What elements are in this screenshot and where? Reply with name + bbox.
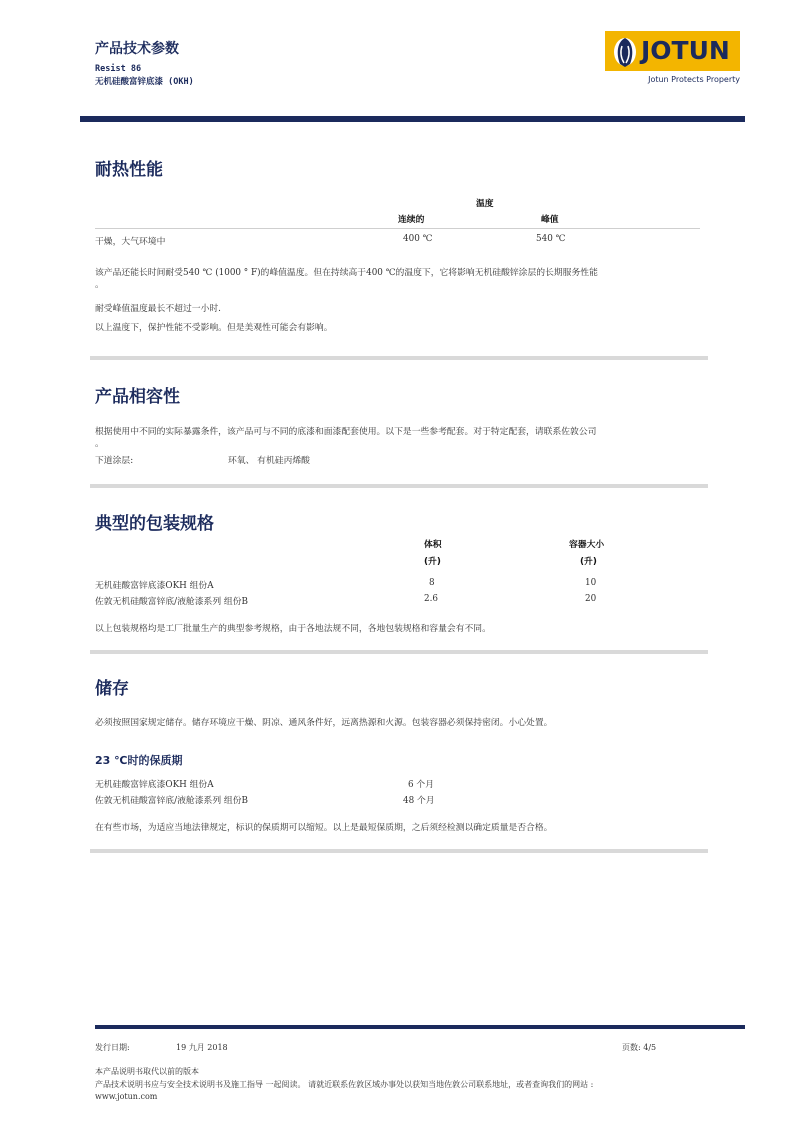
compat-paragraph: 根据使用中不同的实际暴露条件，该产品可与不同的底漆和面漆配套使用。以下是一些参考配套。对于特定配套，请联系佐敦公司 [95, 427, 597, 437]
container-size-header: 容器大小 [569, 540, 605, 550]
product-name-cn: 无机硅酸富锌底漆 (OKH) [95, 77, 194, 87]
table-cell-size: 20 [585, 594, 597, 604]
section-separator [90, 484, 708, 488]
shelf-life-heading: 23 ℃时的保质期 [95, 754, 183, 767]
storage-note: 在有些市场，为适应当地法律规定，标识的保质期可以缩短。以上是最短保质期，之后须经检测以确定质量是否合格。 [95, 823, 553, 833]
subsequent-coat-value: 环氧、 有机硅丙烯酸 [228, 456, 310, 466]
section-separator [90, 356, 708, 360]
issue-date-label: 发行日期: [95, 1043, 130, 1052]
heat-paragraph-2: 耐受峰值温度最长不超过一小时. [95, 304, 221, 314]
volume-header: 体积 [424, 540, 442, 550]
storage-paragraph: 必须按照国家规定储存。储存环境应干燥、阴凉、通风条件好，远离热源和火源。包装容器必须保持密闭。小心处置。 [95, 718, 553, 728]
list-item: 无机硅酸富锌底漆OKH 组份A [95, 780, 214, 790]
table-cell-volume: 2.6 [424, 594, 438, 604]
document-title: 产品技术参数 [95, 41, 179, 57]
page-number: 页数: 4/5 [622, 1043, 657, 1052]
table-row: 佐敦无机硅酸富锌底/液舱漆系列 组份B [95, 597, 248, 607]
jotun-logo [605, 31, 740, 87]
table-cell-volume: 8 [429, 578, 435, 588]
heat-paragraph-1: 该产品还能长时间耐受540 ℃ (1000 ° F)的峰值温度。但在持续高于400 ℃的温度下，它将影响无机硅酸锌涂层的长期服务性能 [95, 268, 598, 278]
table-row: 无机硅酸富锌底漆OKH 组份A [95, 581, 214, 591]
heat-peak-value: 540 ℃ [536, 234, 566, 244]
logo-box [605, 31, 740, 71]
shelf-life-value: 48 个月 [403, 796, 435, 806]
storage-heading: 储存 [95, 679, 129, 699]
list-item: 佐敦无机硅酸富锌底/液舱漆系列 组份B [95, 796, 248, 806]
heat-row-label: 干燥，大气环境中 [95, 237, 166, 247]
packaging-heading: 典型的包装规格 [95, 514, 214, 534]
brand-tagline: Jotun Protects Property [648, 75, 740, 84]
heat-paragraph-1-end: 。 [95, 280, 104, 290]
table-rule [95, 228, 700, 229]
header-divider [80, 116, 745, 122]
shelf-life-value: 6 个月 [408, 780, 434, 790]
footer-line-1: 本产品说明书取代以前的版本 [95, 1067, 199, 1076]
packaging-note: 以上包装规格均是工厂批量生产的典型参考规格，由于各地法规不同，各地包装规格和容量会有不同。 [95, 624, 491, 634]
heat-heading: 耐热性能 [95, 160, 163, 180]
section-separator [90, 650, 708, 654]
compat-heading: 产品相容性 [95, 387, 180, 407]
footer-divider [95, 1025, 745, 1029]
continuous-header: 连续的 [398, 215, 425, 225]
issue-date-value: 19 九月 2018 [176, 1043, 228, 1052]
whale-icon [611, 34, 639, 68]
section-separator [90, 849, 708, 853]
brand-wordmark: JOTUN [641, 36, 730, 65]
temp-group-header: 温度 [476, 199, 494, 209]
subsequent-coat-label: 下道涂层: [95, 456, 134, 466]
peak-header: 峰值 [541, 215, 559, 225]
product-name: Resist 86 [95, 64, 142, 74]
table-cell-size: 10 [585, 578, 597, 588]
heat-continuous-value: 400 ℃ [403, 234, 433, 244]
container-size-unit: (升) [580, 557, 597, 567]
website-link[interactable]: www.jotun.com [95, 1092, 158, 1101]
compat-paragraph-end: 。 [95, 439, 104, 449]
footer-line-2: 产品技术说明书应与安全技术说明书及施工指导 一起阅读。 请就近联系佐敦区域办事处以获知当地佐敦公司联系地址，或者查询我们的网站 : [95, 1080, 594, 1089]
volume-unit: (升) [424, 557, 441, 567]
heat-paragraph-3: 以上温度下，保护性能不受影响。但是美观性可能会有影响。 [95, 323, 333, 333]
